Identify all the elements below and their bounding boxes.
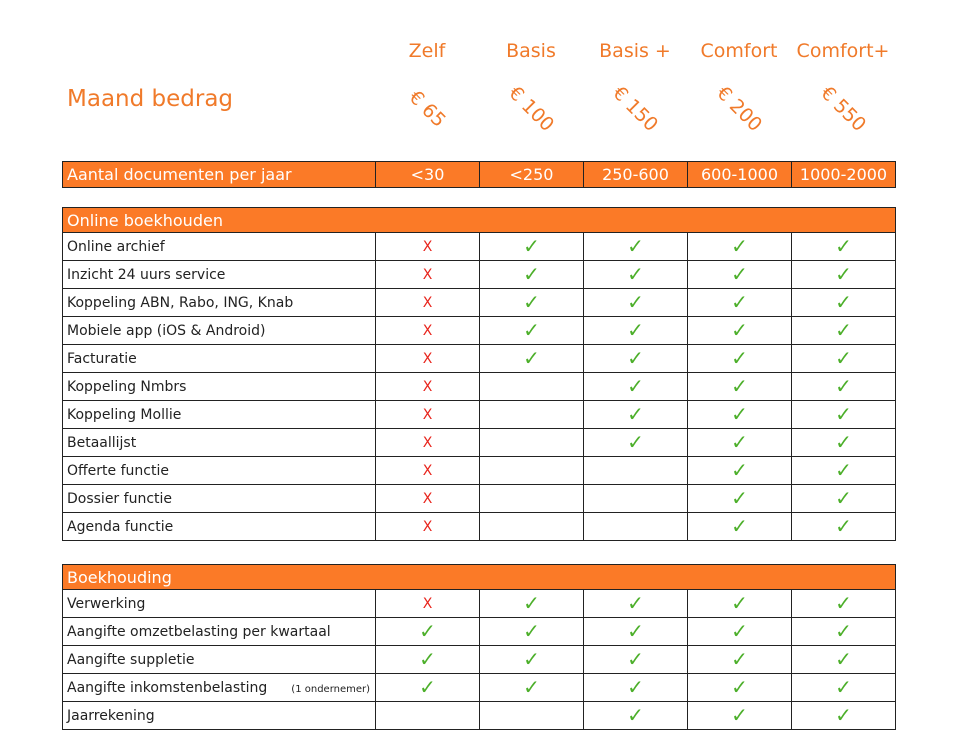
- feature-label: Aangifte suppletie: [67, 651, 195, 668]
- check-icon: ✓: [731, 647, 748, 671]
- check-icon: ✓: [627, 619, 644, 643]
- plan-cell: [688, 429, 792, 457]
- feature-cell: [63, 317, 376, 345]
- documents-value: <30: [376, 162, 480, 188]
- feature-label: Facturatie: [67, 350, 137, 367]
- plan-cell: [480, 702, 584, 730]
- plan-cell: [688, 233, 792, 261]
- cross-icon: X: [422, 518, 433, 535]
- feature-cell: [63, 233, 376, 261]
- plan-cell: [688, 373, 792, 401]
- plan-cell: [688, 289, 792, 317]
- feature-row: [63, 485, 896, 513]
- section-header: [63, 208, 896, 233]
- plan-cell: [376, 401, 480, 429]
- feature-label: Koppeling Mollie: [67, 406, 182, 423]
- feature-row: [63, 289, 896, 317]
- plan-cell: [688, 513, 792, 541]
- check-icon: ✓: [523, 647, 540, 671]
- check-icon: ✓: [731, 458, 748, 482]
- feature-cell: [63, 590, 376, 618]
- plan-cell: [792, 401, 896, 429]
- feature-label: Offerte functie: [67, 462, 169, 479]
- check-icon: ✓: [523, 346, 540, 370]
- documents-label: Aantal documenten per jaar: [63, 162, 376, 188]
- check-icon: ✓: [835, 374, 852, 398]
- plan-price: [687, 81, 791, 137]
- plan-cell: [688, 590, 792, 618]
- feature-row: [63, 317, 896, 345]
- cross-icon: X: [422, 434, 433, 451]
- section-online-boekhouden: [62, 207, 896, 541]
- plan-cell: [376, 373, 480, 401]
- check-icon: ✓: [835, 290, 852, 314]
- cross-icon: X: [422, 350, 433, 367]
- feature-row: [63, 674, 896, 702]
- plan-cell: [584, 618, 688, 646]
- feature-cell: [63, 485, 376, 513]
- section-title: Online boekhouden: [63, 208, 896, 233]
- plan-cell: [584, 233, 688, 261]
- plan-cell: [480, 233, 584, 261]
- check-icon: ✓: [731, 318, 748, 342]
- check-icon: ✓: [731, 234, 748, 258]
- check-icon: ✓: [731, 675, 748, 699]
- feature-row: [63, 261, 896, 289]
- plan-cell: [480, 646, 584, 674]
- feature-row: [63, 233, 896, 261]
- plan-cell: [480, 618, 584, 646]
- plan-cell: [376, 702, 480, 730]
- plan-cell: [584, 646, 688, 674]
- feature-cell: [63, 373, 376, 401]
- plan-cell: [688, 345, 792, 373]
- feature-cell: [63, 345, 376, 373]
- feature-cell: [63, 401, 376, 429]
- documents-row: [63, 162, 896, 188]
- check-icon: ✓: [835, 318, 852, 342]
- check-icon: ✓: [523, 591, 540, 615]
- feature-label: Betaallijst: [67, 434, 137, 451]
- plan-cell: [688, 618, 792, 646]
- check-icon: ✓: [731, 402, 748, 426]
- check-icon: ✓: [419, 619, 436, 643]
- feature-row: [63, 702, 896, 730]
- check-icon: ✓: [731, 619, 748, 643]
- plan-cell: [792, 513, 896, 541]
- plan-cell: [480, 674, 584, 702]
- feature-row: [63, 429, 896, 457]
- plan-cell: [584, 401, 688, 429]
- feature-label: Online archief: [67, 238, 165, 255]
- check-icon: ✓: [731, 514, 748, 538]
- check-icon: ✓: [523, 619, 540, 643]
- check-icon: ✓: [523, 262, 540, 286]
- plan-cell: [376, 513, 480, 541]
- plan-cell: [688, 401, 792, 429]
- plan-cell: [480, 373, 584, 401]
- feature-cell: [63, 702, 376, 730]
- plan-price: [479, 81, 583, 137]
- plan-cell: [584, 373, 688, 401]
- check-icon: ✓: [627, 318, 644, 342]
- check-icon: ✓: [835, 514, 852, 538]
- check-icon: ✓: [731, 703, 748, 727]
- plan-name: Basis +: [599, 40, 671, 62]
- feature-label: Koppeling Nmbrs: [67, 378, 187, 395]
- check-icon: ✓: [627, 703, 644, 727]
- plan-cell: [688, 261, 792, 289]
- plan-cell: [584, 289, 688, 317]
- plan-cell: [376, 429, 480, 457]
- check-icon: ✓: [523, 675, 540, 699]
- feature-label: Dossier functie: [67, 490, 173, 507]
- check-icon: ✓: [731, 486, 748, 510]
- feature-row: [63, 401, 896, 429]
- check-icon: ✓: [835, 591, 852, 615]
- plan-name: Zelf: [408, 40, 446, 62]
- plan-cell: [376, 233, 480, 261]
- feature-label: Jaarrekening: [67, 707, 155, 724]
- feature-label: Aangifte omzetbelasting per kwartaal: [67, 623, 331, 640]
- plan-cell: [792, 373, 896, 401]
- check-icon: ✓: [835, 486, 852, 510]
- plan-cell: [792, 485, 896, 513]
- check-icon: ✓: [835, 647, 852, 671]
- feature-row: [63, 590, 896, 618]
- plan-cell: [376, 345, 480, 373]
- plan-cell: [584, 345, 688, 373]
- plan-cell: [792, 674, 896, 702]
- plan-cell: [376, 289, 480, 317]
- plan-cell: [584, 590, 688, 618]
- plan-cell: [376, 590, 480, 618]
- check-icon: ✓: [731, 290, 748, 314]
- cross-icon: X: [422, 238, 433, 255]
- plan-cell: [480, 261, 584, 289]
- section-boekhouding: [62, 564, 896, 730]
- plan-cell: [792, 429, 896, 457]
- feature-cell: [63, 429, 376, 457]
- plan-cell: [792, 261, 896, 289]
- plan-price: [583, 81, 687, 137]
- cross-icon: X: [422, 406, 433, 423]
- documents-value: 1000-2000: [792, 162, 896, 188]
- check-icon: ✓: [835, 234, 852, 258]
- plan-cell: [480, 485, 584, 513]
- cross-icon: X: [422, 490, 433, 507]
- feature-label: Mobiele app (iOS & Android): [67, 322, 266, 339]
- cross-icon: X: [422, 462, 433, 479]
- plan-price: [791, 81, 895, 137]
- feature-cell: [63, 513, 376, 541]
- documents-value: 250-600: [584, 162, 688, 188]
- feature-row: [63, 513, 896, 541]
- feature-row: [63, 457, 896, 485]
- plan-cell: [792, 317, 896, 345]
- plan-cell: [376, 261, 480, 289]
- cross-icon: X: [422, 595, 433, 612]
- plan-cell: [584, 261, 688, 289]
- check-icon: ✓: [731, 262, 748, 286]
- feature-cell: [63, 618, 376, 646]
- plan-cell: [480, 317, 584, 345]
- plan-cell: [688, 485, 792, 513]
- plan-cell: [688, 674, 792, 702]
- feature-cell: [63, 457, 376, 485]
- check-icon: ✓: [627, 290, 644, 314]
- check-icon: ✓: [835, 262, 852, 286]
- plan-price-text: € 65: [404, 86, 450, 132]
- plan-cell: [792, 233, 896, 261]
- feature-row: [63, 646, 896, 674]
- plan-cell: [688, 702, 792, 730]
- plan-cell: [480, 457, 584, 485]
- plan-cell: [584, 702, 688, 730]
- check-icon: ✓: [835, 703, 852, 727]
- check-icon: ✓: [523, 234, 540, 258]
- feature-note: (1 ondernemer): [291, 683, 371, 695]
- cross-icon: X: [422, 294, 433, 311]
- feature-cell: [63, 261, 376, 289]
- plan-cell: [376, 457, 480, 485]
- check-icon: ✓: [835, 402, 852, 426]
- plan-name: Comfort: [700, 40, 778, 62]
- check-icon: ✓: [627, 675, 644, 699]
- check-icon: ✓: [731, 591, 748, 615]
- plan-cell: [688, 646, 792, 674]
- check-icon: ✓: [627, 374, 644, 398]
- plan-price-text: € 200: [711, 81, 767, 137]
- plan-name: Comfort+: [796, 40, 890, 62]
- documents-table: [62, 161, 896, 188]
- plan-cell: [792, 345, 896, 373]
- cross-icon: X: [422, 266, 433, 283]
- documents-value: <250: [480, 162, 584, 188]
- check-icon: ✓: [419, 675, 436, 699]
- plan-cell: [792, 618, 896, 646]
- plan-cell: [792, 289, 896, 317]
- plan-price-text: € 100: [503, 81, 559, 137]
- check-icon: ✓: [523, 318, 540, 342]
- feature-label: Agenda functie: [67, 518, 174, 535]
- plan-cell: [584, 317, 688, 345]
- plan-cell: [584, 429, 688, 457]
- plan-cell: [376, 646, 480, 674]
- feature-label: Aangifte inkomstenbelasting: [67, 679, 268, 696]
- plan-cell: [480, 590, 584, 618]
- cross-icon: X: [422, 378, 433, 395]
- check-icon: ✓: [419, 647, 436, 671]
- check-icon: ✓: [731, 430, 748, 454]
- feature-label: Verwerking: [67, 595, 146, 612]
- check-icon: ✓: [835, 675, 852, 699]
- plan-cell: [480, 401, 584, 429]
- section-title: Boekhouding: [63, 565, 896, 590]
- check-icon: ✓: [627, 262, 644, 286]
- check-icon: ✓: [835, 458, 852, 482]
- check-icon: ✓: [627, 234, 644, 258]
- plan-cell: [792, 457, 896, 485]
- plan-cell: [376, 674, 480, 702]
- plan-cell: [376, 317, 480, 345]
- check-icon: ✓: [523, 290, 540, 314]
- documents-value: 600-1000: [688, 162, 792, 188]
- feature-cell: [63, 289, 376, 317]
- check-icon: ✓: [627, 346, 644, 370]
- plan-price: [375, 86, 479, 132]
- plan-cell: [792, 590, 896, 618]
- plan-cell: [480, 429, 584, 457]
- feature-row: [63, 345, 896, 373]
- check-icon: ✓: [835, 430, 852, 454]
- check-icon: ✓: [627, 647, 644, 671]
- feature-label: Koppeling ABN, Rabo, ING, Knab: [67, 294, 294, 311]
- plan-cell: [792, 702, 896, 730]
- check-icon: ✓: [835, 346, 852, 370]
- feature-row: [63, 373, 896, 401]
- plan-cell: [480, 513, 584, 541]
- plan-cell: [688, 317, 792, 345]
- check-icon: ✓: [627, 430, 644, 454]
- plan-cell: [480, 345, 584, 373]
- feature-label: Inzicht 24 uurs service: [67, 266, 226, 283]
- plan-cell: [376, 485, 480, 513]
- plan-cell: [584, 485, 688, 513]
- cross-icon: X: [422, 322, 433, 339]
- maand-bedrag-label: Maand bedrag: [67, 86, 234, 112]
- plan-cell: [376, 618, 480, 646]
- plan-cell: [688, 457, 792, 485]
- plan-cell: [584, 513, 688, 541]
- check-icon: ✓: [627, 591, 644, 615]
- plan-cell: [792, 646, 896, 674]
- check-icon: ✓: [731, 346, 748, 370]
- plan-price-text: € 150: [607, 81, 663, 137]
- plan-cell: [480, 289, 584, 317]
- plan-cell: [584, 674, 688, 702]
- plan-cell: [584, 457, 688, 485]
- check-icon: ✓: [627, 402, 644, 426]
- plan-price-text: € 550: [815, 81, 871, 137]
- plan-name: Basis: [506, 40, 556, 62]
- check-icon: ✓: [731, 374, 748, 398]
- feature-cell: [63, 674, 376, 702]
- check-icon: ✓: [835, 619, 852, 643]
- feature-row: [63, 618, 896, 646]
- section-header: [63, 565, 896, 590]
- feature-cell: [63, 646, 376, 674]
